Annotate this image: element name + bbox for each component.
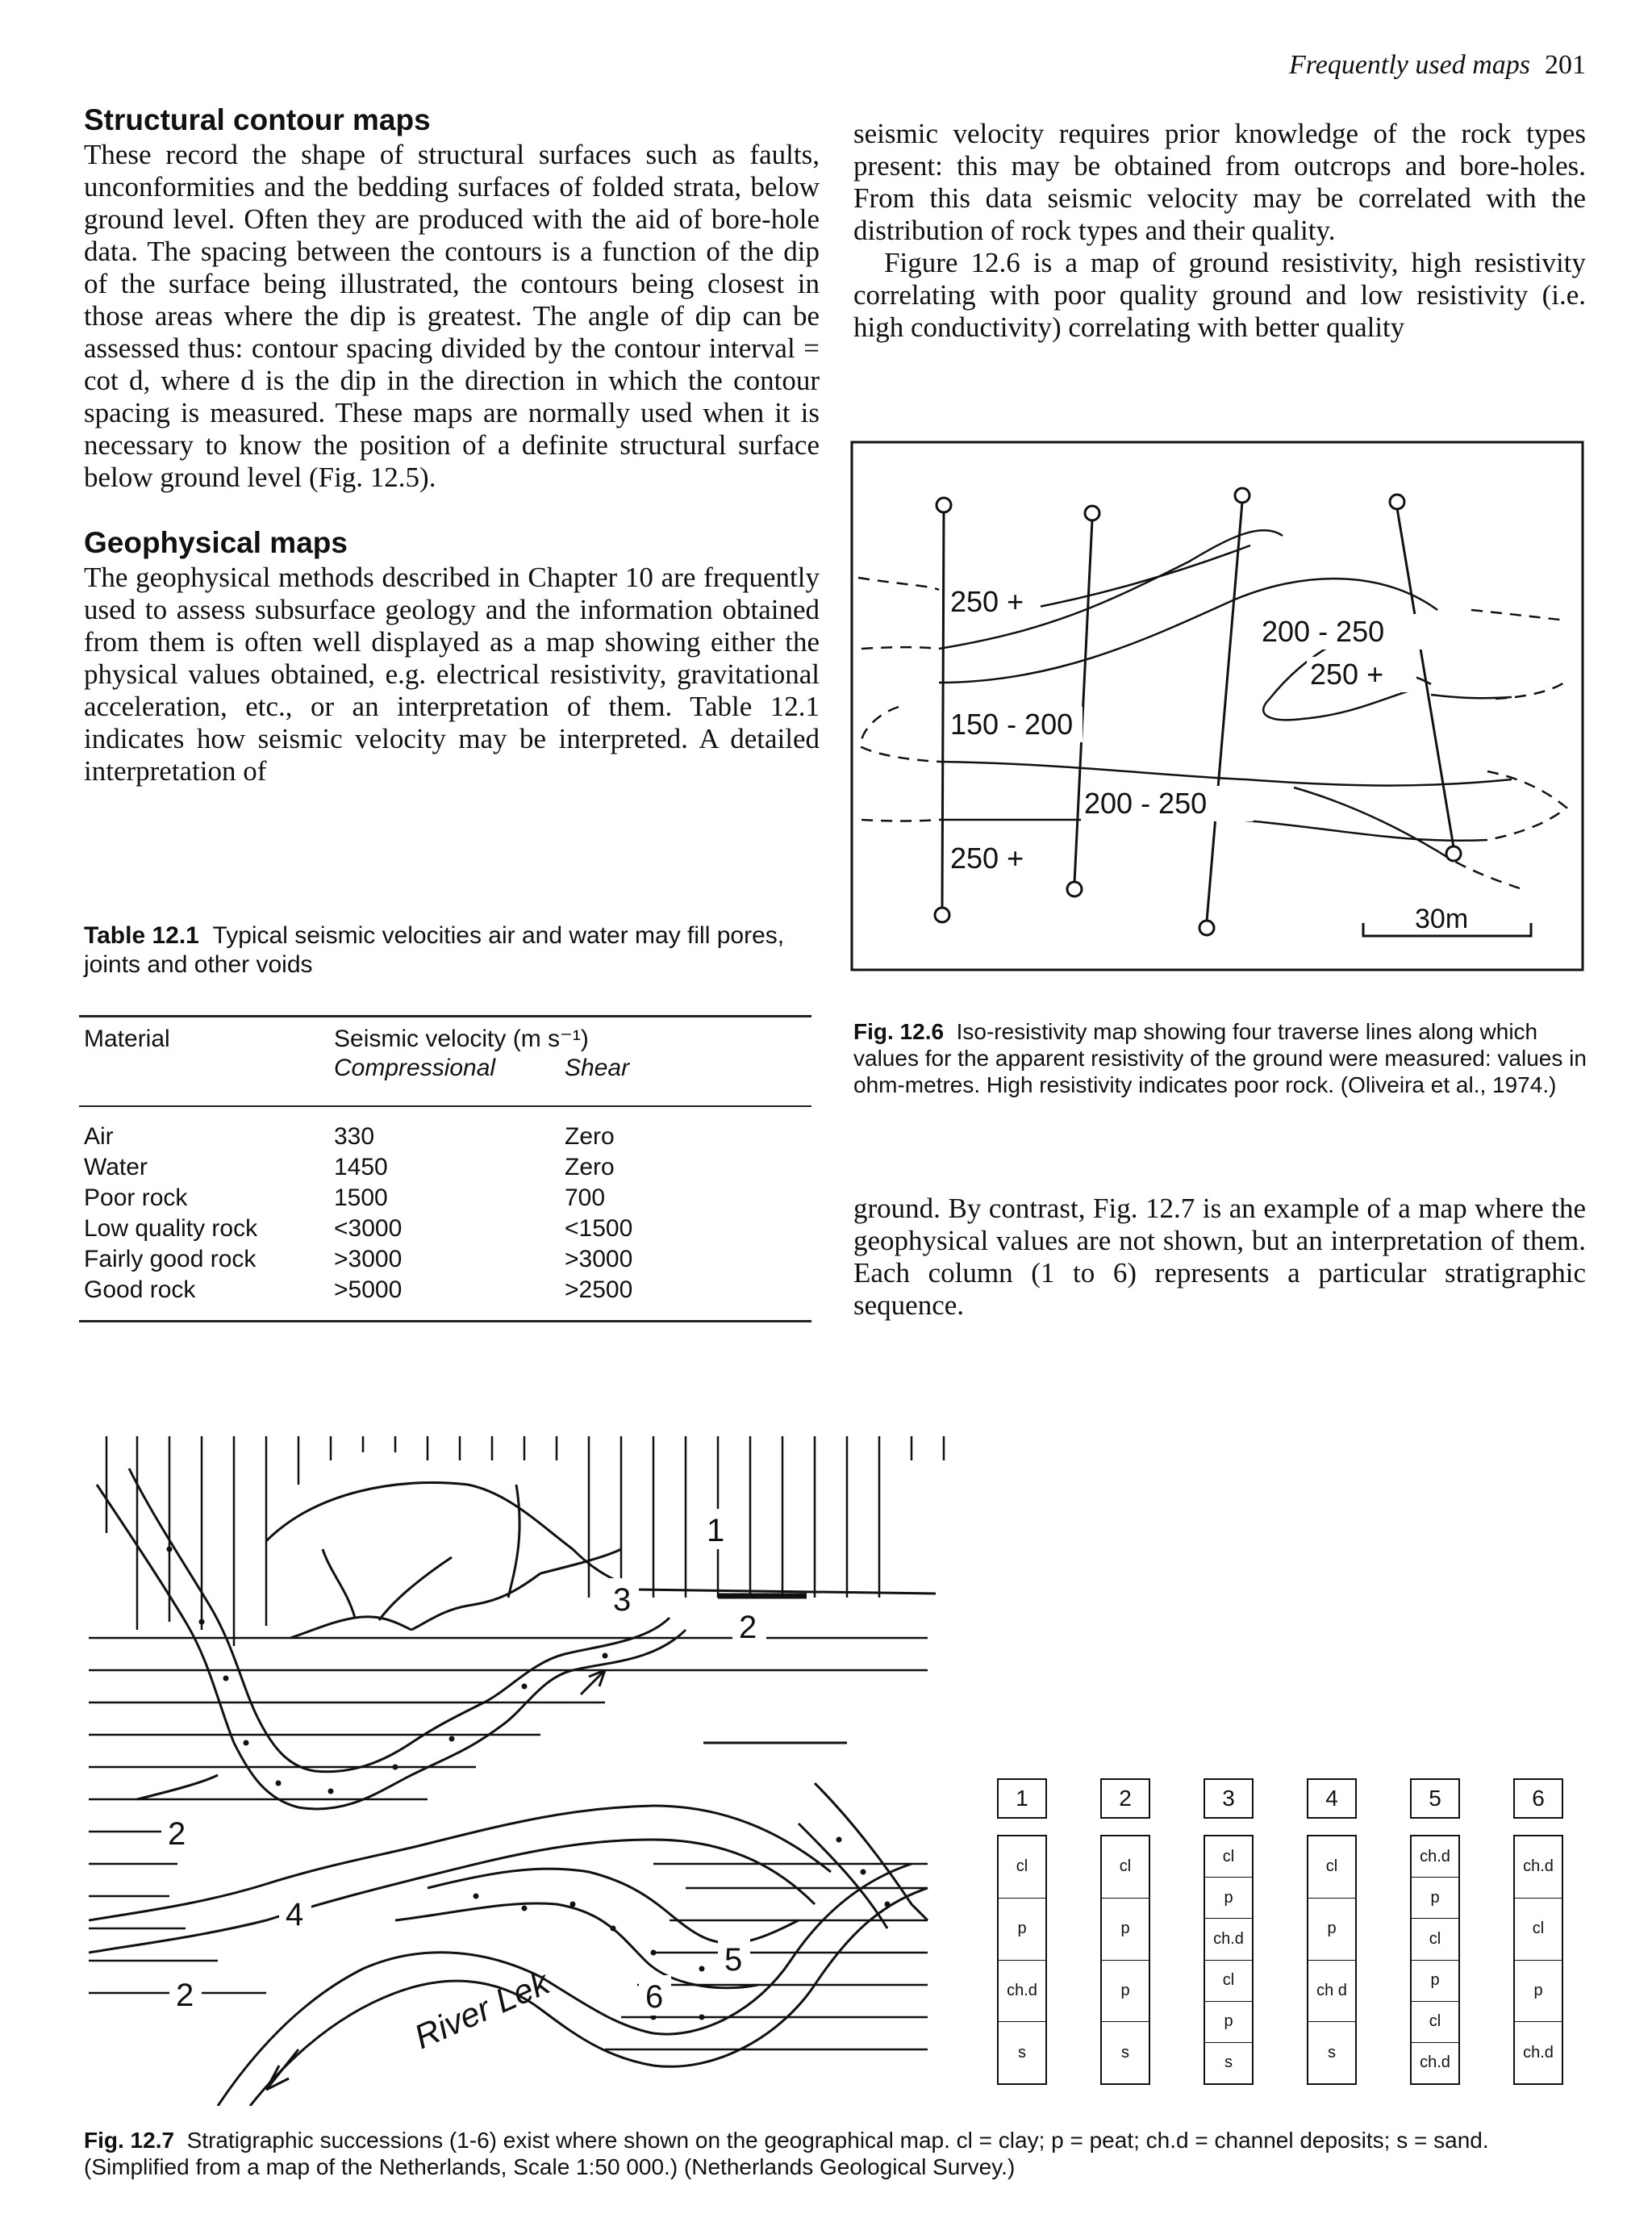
dot-fill [836,1837,842,1843]
strat-unit: p [1412,1961,1458,2002]
region-label: 4 [286,1897,304,1932]
fig-12-6-caption-text: Iso-resistivity map showing four traverse lines along which values for the apparent resistivity of the ground were measured: values in ohm-metres. High resistivity indicates poor rock. (Oliveira et al., 1974.) [853,1019,1587,1097]
page-number: 201 [1545,50,1586,80]
sand-edge [395,1903,758,1988]
contour-dashed [858,578,939,590]
traverse-end [1199,921,1214,935]
table-cell-material: Poor rock [84,1184,188,1211]
contour-line [1294,787,1439,852]
traverse-end [937,498,951,512]
fig-12-7-map [89,1436,984,2106]
strat-unit: ch.d [1420,2053,1450,2072]
traverse-line [942,512,944,909]
traverse-end [935,908,949,922]
sand-edge [799,1824,887,1928]
strat-unit: p [1308,1899,1355,1961]
table-cell-compressional: 1450 [334,1154,388,1180]
tributary [290,1485,621,1638]
table-cell-material: Good rock [84,1276,196,1303]
strat-unit: cl [1205,1961,1252,2002]
strat-unit: s [1018,2043,1026,2062]
strat-unit: cl [1412,2002,1458,2043]
region-boundary [266,1483,936,1594]
river-flow-arrow [266,2049,298,2090]
right-para-1: seismic velocity requires prior knowledge of the rock types present: this may be obtained from outcrops and bore-holes. From this data seismic velocity may be correlated with the distribution of rock types and their quality. [853,118,1586,246]
strat-unit: p [1515,1961,1562,2023]
dot-fill [276,1781,282,1786]
strat-column-number: 1 [997,1778,1047,1819]
region-label: 6 [645,1979,664,2015]
dot-fill [167,1547,173,1552]
dot-fill [651,1950,657,1956]
strat-unit: ch d [1308,1961,1355,2023]
strat-unit: p [1102,1899,1149,1961]
strat-unit: p [1205,1878,1252,1919]
fig-12-6-caption [853,1018,1589,1098]
traverse-end [1390,495,1404,509]
section-heading-geophysical: Geophysical maps [84,526,348,559]
channel-edge [137,1775,218,1799]
resistivity-label: 200 - 250 [1084,787,1208,820]
region-label: 1 [707,1513,725,1548]
col-shear: Shear [565,1055,630,1081]
fig-12-7-caption [84,2127,1584,2180]
strat-unit: cl [1102,1836,1149,1899]
traverse-end [1085,506,1099,520]
resistivity-label: 150 - 200 [950,708,1074,741]
strat-column-number: 3 [1204,1778,1254,1819]
dot-fill [449,1736,455,1742]
traverse-end [1235,488,1249,503]
table-rule-bottom [79,1320,811,1322]
table-cell-compressional: <3000 [334,1215,403,1242]
region-label: 2 [739,1610,757,1645]
strat-unit: cl [999,1836,1045,1899]
strat-column [997,1835,1047,2085]
strat-unit: s [1328,2043,1336,2062]
resistivity-label: 250 + [1310,658,1384,691]
dot-fill [393,1765,398,1770]
fig-12-7-caption-text: Stratigraphic successions (1-6) exist where shown on the geographical map. cl = clay; p = peat; ch.d = channel deposits; s = sand. (Simplified from a map of the Netherlands, Scale 1:50 000.) (Netherlands Geological Survey.) [84,2128,1489,2179]
sand-edge [815,1783,928,1920]
traverse-end [1446,846,1461,861]
table-row [84,1122,807,1152]
strat-column [1410,1835,1460,2085]
table-cell-shear: >3000 [565,1246,633,1272]
traverse-line [1207,502,1242,921]
strat-unit: p [999,1899,1045,1961]
scale-label: 30m [1415,904,1469,934]
table-label: Table 12.1 [84,922,199,949]
fig-12-6-map [850,441,1586,973]
col-material: Material [84,1026,170,1052]
table-cell-shear: <1500 [565,1215,633,1242]
strat-column-number: 6 [1513,1778,1563,1819]
strat-unit: p [1102,1961,1149,2023]
table-cell-compressional: >5000 [334,1276,403,1303]
dot-fill [885,1902,891,1907]
table-row [84,1244,807,1275]
dot-fill [223,1676,229,1681]
dot-fill [611,1926,616,1932]
table-cell-compressional: 330 [334,1123,375,1150]
right-para-2: Figure 12.6 is a map of ground resistivity, high resistivity correlating with poor quality ground and low resistivity (i.e. high conductivity) correlating with better quality [853,247,1586,343]
table-cell-compressional: 1500 [334,1184,388,1211]
strat-column [1204,1835,1254,2085]
region-label: 2 [168,1816,186,1852]
contour-dashed [1496,683,1564,699]
section-body-geophysical: The geophysical methods described in Chapter 10 are frequently used to assess subsurface geology and the information obtained from them is often well displayed as a map showing either the physical values obtained, e.g. electrical resistivity, gravitational acceleration, etc., or an interpretation of them. Table 12.1 indicates how seismic velocity may be interpreted. A detailed interpretation of [84,562,820,787]
fig-12-6-label: Fig. 12.6 [853,1019,945,1044]
resistivity-label: 250 + [950,842,1024,875]
col-velocity: Seismic velocity (m s⁻¹) [334,1026,589,1052]
region-label: 5 [724,1942,743,1978]
strat-column [1307,1835,1357,2085]
table-caption-text: Typical seismic velocities air and water may fill pores, joints and other voids [84,922,785,978]
region-label: 2 [176,1978,194,2013]
stratigraphic-columns [997,1778,1586,2093]
strat-column-number: 2 [1100,1778,1150,1819]
strat-unit: cl [1308,1836,1355,1899]
map-frame [852,442,1583,970]
dot-fill [699,1966,705,1972]
strat-unit: p [1205,2002,1252,2043]
table-row [84,1152,807,1183]
pointer-arrow [581,1670,605,1694]
contour-dashed [861,647,939,649]
table-cell-material: Air [84,1123,114,1150]
resistivity-label: 250 + [950,585,1024,618]
right-column-bottom [853,1193,1586,1322]
strat-column [1100,1835,1150,2085]
traverse-line [1074,520,1092,883]
table-rule-mid [79,1105,811,1107]
dot-fill [522,1684,528,1690]
table-body [84,1122,807,1305]
strat-unit: cl [1515,1899,1562,1961]
contour-dashed [861,820,939,821]
strat-unit: ch.d [1412,1836,1458,1878]
channel-edge [89,1840,815,1953]
dot-fill [328,1789,334,1794]
table-row [84,1275,807,1305]
table-cell-shear: >2500 [565,1276,633,1303]
strat-column [1513,1835,1563,2085]
strat-unit: ch.d [1523,2043,1554,2062]
dot-fill [473,1894,479,1899]
contour-dashed [1471,610,1560,620]
right-para-3: ground. By contrast, Fig. 12.7 is an example of a map where the geophysical values are not shown, but an interpretation of them. Each column (1 to 6) represents a particular stratigraphic sequence. [853,1193,1586,1321]
section-heading-structural: Structural contour maps [84,103,431,136]
contour-line [939,762,1512,786]
strat-unit: p [1412,1878,1458,1919]
left-column [84,103,820,787]
table-cell-material: Water [84,1154,148,1180]
running-title: Frequently used maps [1288,50,1530,80]
table-cell-shear: Zero [565,1123,615,1150]
table-caption [84,921,810,980]
strat-unit: s [1121,2043,1129,2062]
fig-12-7-label: Fig. 12.7 [84,2128,175,2153]
river-label: River Lek [408,1963,555,2057]
vertical-hatch [106,1436,944,1646]
section-body-structural: These record the shape of structural surfaces such as faults, unconformities and the bedding surfaces of folded strata, below ground level. Often they are produced with the aid of bore-hole data. The spacing between the contours is a function of the dip of the surface being illustrated, the contours being closest in those areas where the dip is greatest. The angle of dip can be assessed thus: contour spacing divided by the contour interval = cot d, where d is the dip in the direction in which the contour spacing is measured. These maps are normally used when it is necessary to know the position of a definite structural surface below ground level (Fig. 12.5). [84,139,820,493]
table-cell-compressional: >3000 [334,1246,403,1272]
traverse-end [1067,882,1082,896]
strat-unit: cl [1205,1836,1252,1878]
right-column-top [853,118,1586,344]
contour-dashed [861,707,939,762]
table-cell-material: Fairly good rock [84,1246,257,1272]
strat-unit: ch.d [1515,1836,1562,1899]
dot-fill [861,1869,866,1875]
table-cell-shear: 700 [565,1184,606,1211]
dot-fill [603,1653,608,1659]
running-header [1289,50,1586,81]
strat-column-number: 5 [1410,1778,1460,1819]
dot-fill [522,1906,528,1911]
contour-dashed [1487,771,1566,840]
strat-column-number: 4 [1307,1778,1357,1819]
dot-fill [570,1902,576,1907]
region-label: 3 [613,1582,632,1618]
table-cell-shear: Zero [565,1154,615,1180]
strat-unit: cl [1412,1919,1458,1960]
table-row [84,1214,807,1244]
table-row [84,1183,807,1214]
strat-unit: ch.d [999,1961,1045,2023]
col-compressional: Compressional [334,1055,496,1081]
table-cell-material: Low quality rock [84,1215,258,1242]
sand-edge [428,1869,799,1943]
dot-fill [699,2015,705,2020]
table-rule-top [79,1015,811,1017]
dot-fill [244,1740,249,1746]
strat-unit: s [1224,2053,1233,2072]
dot-fill [199,1619,205,1625]
resistivity-label: 200 - 250 [1262,615,1385,648]
strat-unit: ch.d [1205,1919,1252,1960]
